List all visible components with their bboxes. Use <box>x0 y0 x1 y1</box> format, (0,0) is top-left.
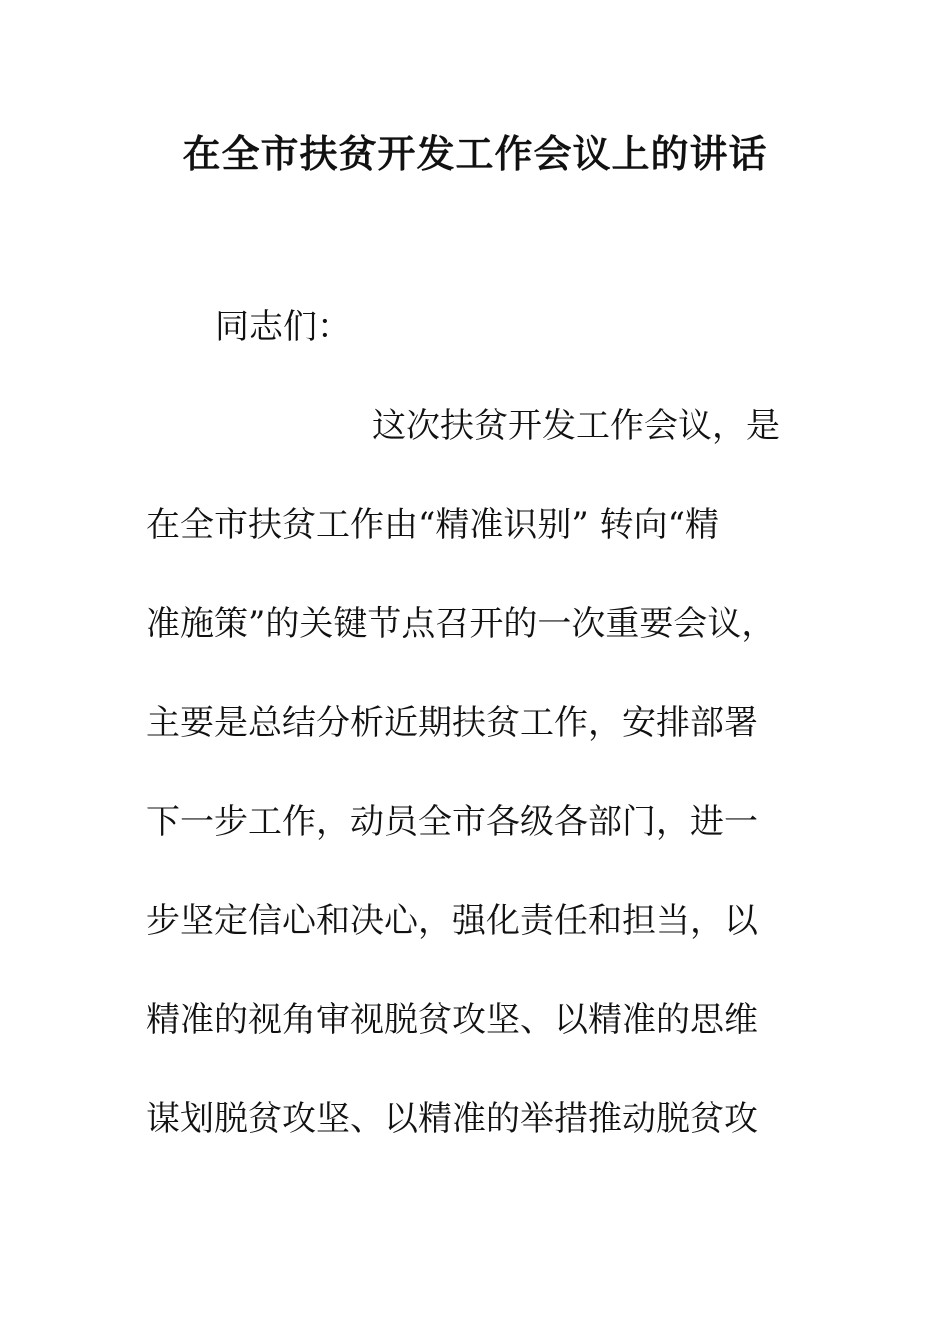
body-line-3: 准施策”的关键节点召开的一次重要会议， <box>146 604 776 644</box>
body-line-2: 在全市扶贫工作由“精准识别” 转向“精 <box>146 505 719 545</box>
document-title: 在全市扶贫开发工作会议上的讲话 <box>182 132 768 176</box>
body-line-4: 主要是总结分析近期扶贫工作，安排部署 <box>146 703 758 743</box>
body-line-6: 步坚定信心和决心，强化责任和担当，以 <box>146 901 758 941</box>
salutation: 同志们： <box>215 307 351 347</box>
body-line-5: 下一步工作，动员全市各级各部门，进一 <box>146 802 758 842</box>
body-line-8: 谋划脱贫攻坚、以精准的举措推动脱贫攻 <box>146 1099 758 1139</box>
body-line-1: 这次扶贫开发工作会议，是 <box>372 406 780 446</box>
body-line-7: 精准的视角审视脱贫攻坚、以精准的思维 <box>146 1000 758 1040</box>
